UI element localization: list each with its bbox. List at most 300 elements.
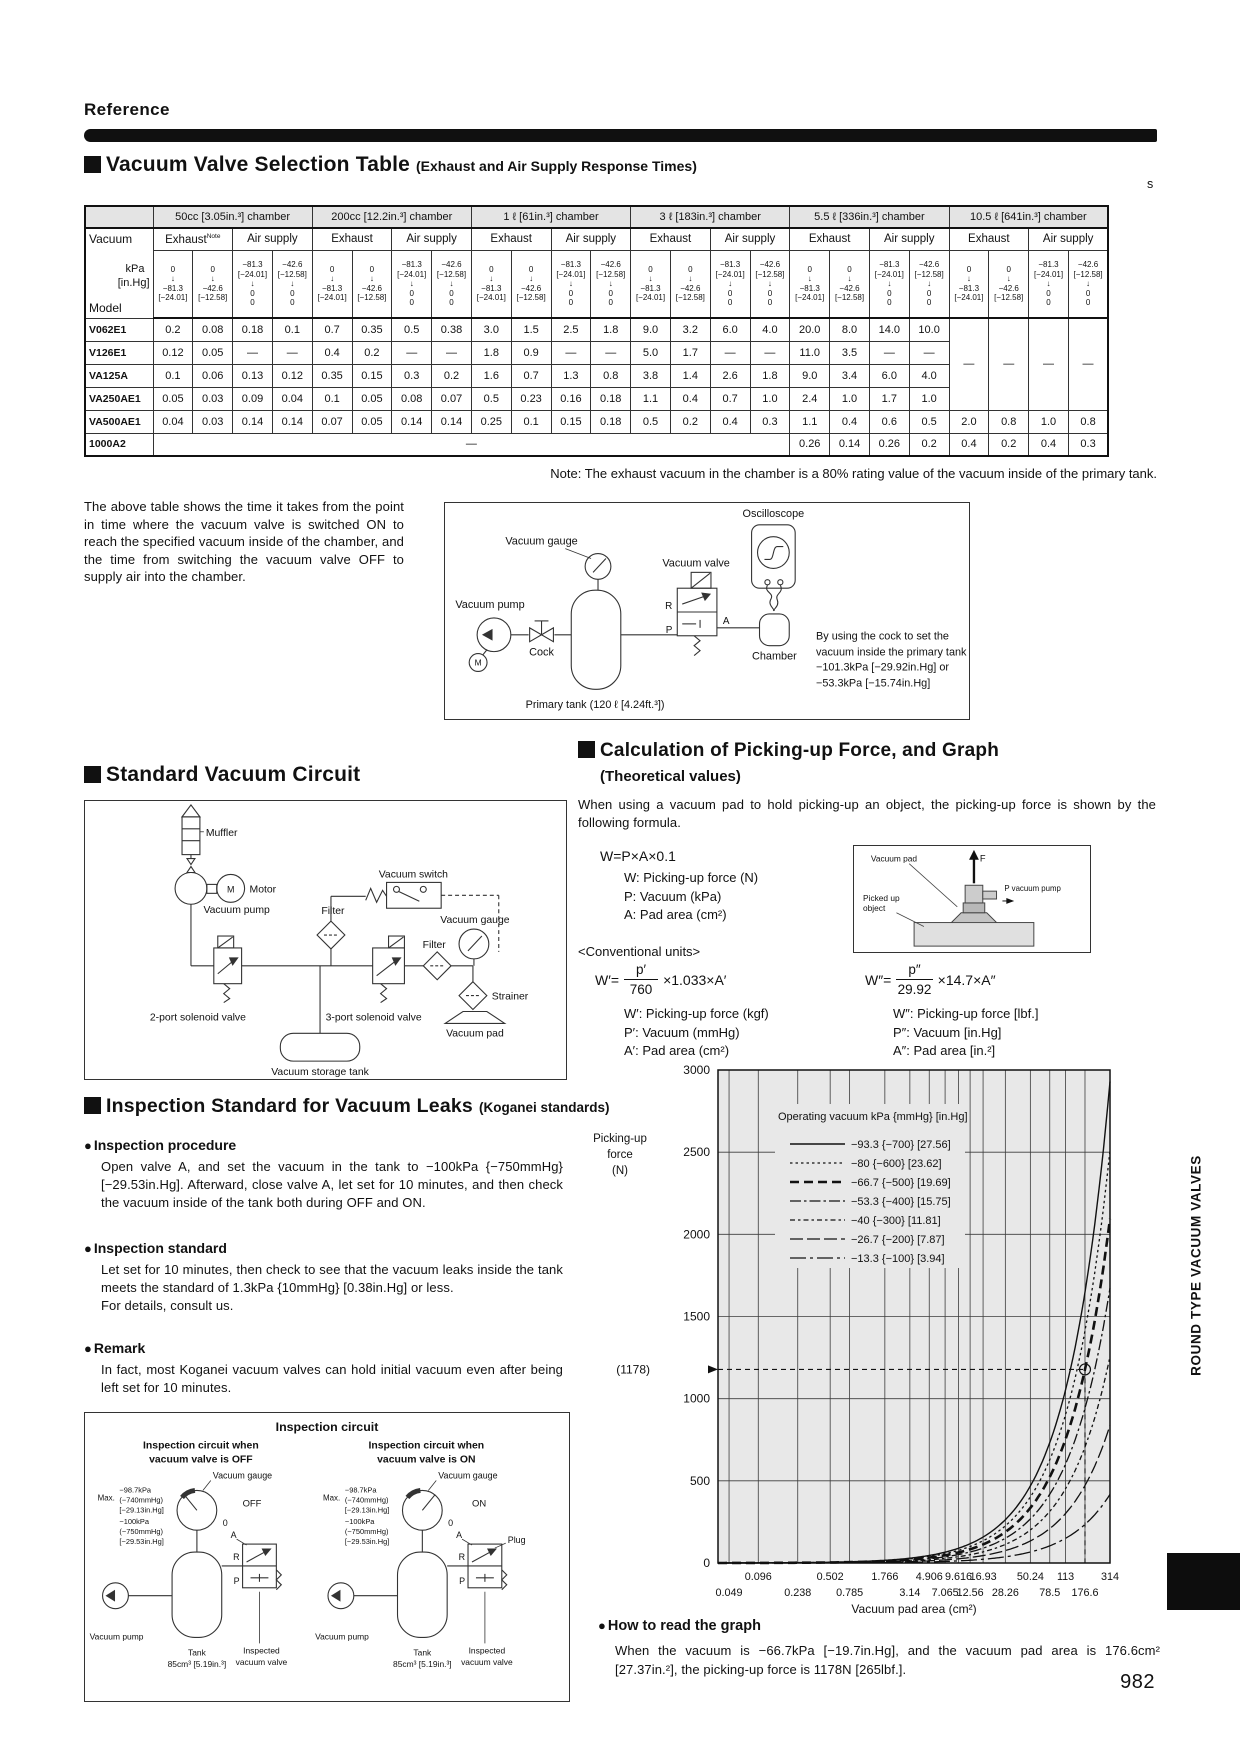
condition-line: [−12.58] [675, 293, 705, 303]
legend-entry-label: −80 {−600} [23.62] [851, 1158, 942, 1170]
condition-line: ↓ [648, 274, 653, 284]
value-cell: 0.9 [511, 341, 551, 364]
vacuum-pump-label: Vacuum pump [89, 1631, 144, 1642]
condition-line: −81.3 [879, 260, 900, 269]
definition-line: W′: Picking-up force (kgf) [624, 1006, 769, 1021]
motor-label: Motor [249, 884, 277, 896]
condition-line: ↓ [927, 279, 932, 288]
condition-line: [−24.01] [476, 293, 506, 303]
tank-label: Tank [187, 1647, 206, 1658]
definition-line: P: Vacuum (kPa) [624, 888, 722, 904]
force-f-label: F [979, 853, 986, 864]
x-tick-label: 314 [1100, 1571, 1120, 1583]
port-r-label: R [458, 1551, 466, 1562]
value-cell: 3.4 [830, 364, 870, 387]
two-port-valve-label: 2-port solenoid valve [149, 1012, 246, 1024]
merged-dash-cell: — [1029, 318, 1069, 410]
condition-line: −81.3 [162, 283, 184, 293]
value-cell: — [392, 341, 432, 364]
value-cell: 0.1 [312, 387, 352, 410]
value-cell: 0.23 [511, 387, 551, 410]
condition-cell [392, 250, 432, 318]
condition-line: 0 [926, 298, 932, 307]
standard-circuit-diagram [85, 801, 566, 1079]
bullet-title: Inspection procedure [93, 1137, 237, 1153]
condition-line: 0 [449, 298, 454, 307]
gauge-value: −100kPa [119, 1517, 150, 1527]
condition-line: 0 [966, 264, 972, 274]
condition-line: −42.6 [520, 283, 542, 293]
value-cell: 0.8 [591, 364, 631, 387]
condition-line: [−12.58] [914, 269, 944, 279]
condition-line: [−12.58] [436, 269, 467, 279]
value-cell: 0.5 [471, 387, 511, 410]
bullet-inspection-procedure [84, 1137, 236, 1153]
value-cell: 0.26 [869, 433, 909, 456]
gauge-value: [−29.13in.Hg] [119, 1505, 164, 1515]
condition-cell [591, 250, 631, 318]
value-cell: 1.1 [631, 387, 671, 410]
x-tick-label: 3.14 [899, 1587, 921, 1599]
value-cell: 0.08 [392, 387, 432, 410]
value-cell: — [591, 341, 631, 364]
condition-line: −42.6 [600, 260, 621, 269]
condition-line: [−24.01] [556, 269, 586, 279]
condition-line: 0 [1085, 298, 1091, 307]
condition-line: [−12.58] [198, 293, 228, 303]
inspection-circuit-diagram [85, 1413, 569, 1701]
definition-line: A′: Pad area (cm²) [624, 1043, 730, 1058]
condition-line: 0 [250, 298, 255, 307]
y-tick-label: 3000 [683, 1063, 710, 1077]
chamber-header: 10.5 ℓ [641in.³] chamber [949, 206, 1108, 228]
section-selection-table-heading [84, 153, 697, 177]
value-cell: — [272, 341, 312, 364]
x-tick-label: 28.26 [991, 1587, 1019, 1599]
condition-line: [−24.01] [158, 293, 188, 303]
condition-line: ↓ [449, 279, 454, 288]
value-cell: 1.8 [591, 318, 631, 341]
diagram-note-line: −53.3kPa [−15.74in.Hg] [815, 677, 931, 690]
condition-line: 0 [489, 264, 494, 274]
inspection-circuit-box [84, 1412, 570, 1702]
condition-line: ↓ [807, 274, 812, 284]
inhg-unit-label: [in.Hg] [117, 277, 150, 289]
value-cell: 0.07 [312, 410, 352, 433]
text-line: For details, consult us. [101, 1298, 234, 1313]
x-tick-label: 0.096 [744, 1571, 772, 1583]
condition-cell [432, 250, 472, 318]
inspection-circuit-on [315, 1441, 526, 1669]
legend-entry-label: −13.3 {−100} [3.94] [851, 1253, 945, 1265]
exhaust-header: Exhaust [790, 228, 870, 250]
sidebar-black-tab [1167, 1553, 1240, 1610]
off-title-line: vacuum valve is OFF [149, 1454, 253, 1466]
value-cell: 1.6 [471, 364, 511, 387]
condition-line: 0 [767, 298, 773, 307]
section-marker-icon [84, 1097, 101, 1114]
x-tick-label: 16.93 [969, 1571, 997, 1583]
exhaust-header: Exhaust [949, 228, 1029, 250]
condition-cell [989, 250, 1029, 318]
condition-line: ↓ [1086, 279, 1091, 288]
condition-line: [−24.01] [635, 293, 666, 303]
condition-line: 0 [409, 288, 414, 298]
value-cell: 4.0 [750, 318, 790, 341]
y-tick-label: 2000 [683, 1227, 710, 1242]
inspected-valve-label: vacuum valve [461, 1657, 513, 1668]
calculation-subtitle: (Theoretical values) [600, 768, 741, 785]
condition-cell [272, 250, 312, 318]
measurement-diagram-box [444, 502, 970, 720]
exhaust-header: Exhaust$^{Note}$ [153, 228, 233, 250]
value-cell: 0.4 [1029, 433, 1069, 456]
value-cell: 0.2 [989, 433, 1029, 456]
definition-line: P″: Vacuum [in.Hg] [893, 1024, 1002, 1040]
value-cell: 0.18 [591, 387, 631, 410]
bullet-inspection-standard [84, 1240, 227, 1256]
table-corner-cell [85, 206, 153, 228]
value-cell: 1.3 [551, 364, 591, 387]
condition-line: [−24.01] [317, 293, 347, 303]
value-cell: 0.04 [272, 387, 312, 410]
value-cell: 0.14 [233, 410, 273, 433]
x-tick-label: 0.049 [715, 1587, 743, 1599]
value-cell: 0.05 [193, 341, 233, 364]
inspected-valve-label: vacuum valve [235, 1657, 288, 1668]
value-cell: 0.8 [1068, 410, 1108, 433]
condition-line: 0 [887, 298, 892, 307]
fraction [624, 962, 658, 997]
condition-line: ↓ [1046, 279, 1051, 288]
condition-line: 0 [926, 288, 932, 298]
value-cell: 0.6 [869, 410, 909, 433]
calculation-intro: When using a vacuum pad to hold picking-up an object, the picking-up force is shown by the following formula. [578, 797, 1156, 830]
gauge-value: −100kPa [344, 1517, 375, 1527]
chamber-header: 3 ℓ [183in.³] chamber [631, 206, 790, 228]
value-cell: 0.4 [670, 387, 710, 410]
value-cell: 3.0 [471, 318, 511, 341]
selection-table-wrap [84, 205, 1109, 457]
formula-rhs: ×1.033×A′ [663, 971, 727, 988]
condition-line: −42.6 [839, 283, 860, 293]
condition-line: [−24.01] [397, 269, 427, 279]
port-a-label: A [456, 1530, 463, 1541]
exhaust-header: Exhaust [471, 228, 551, 250]
value-cell: 0.2 [153, 318, 193, 341]
condition-line: ↓ [330, 274, 335, 284]
value-cell: — [869, 341, 909, 364]
condition-cell [631, 250, 671, 318]
condition-line: 0 [847, 264, 852, 274]
chamber-label: Chamber [752, 650, 797, 663]
value-cell: 0.35 [312, 364, 352, 387]
formula-kgf [595, 962, 726, 997]
storage-tank-label: Vacuum storage tank [271, 1067, 369, 1079]
diagram-note-line: −101.3kPa [−29.92in.Hg] or [815, 661, 950, 674]
legend-entry-label: −66.7 {−500} [19.69] [851, 1177, 951, 1189]
merged-dash-cell: — [153, 433, 790, 456]
model-cell: VA500AE1 [85, 410, 153, 433]
condition-line: −81.3 [481, 283, 502, 293]
page-header-reference: Reference [84, 100, 170, 119]
condition-line: [−12.58] [596, 269, 626, 279]
condition-line: −42.6 [361, 283, 383, 293]
section-title-suffix: (Exhaust and Air Supply Response Times) [416, 158, 697, 174]
pad-illustration-box [853, 845, 1091, 953]
bullet-dot-icon: ● [84, 1241, 92, 1256]
formula-lbf [865, 962, 996, 997]
legend-title: Operating vacuum kPa {mmHg} [in.Hg] [778, 1111, 968, 1123]
value-cell: 0.12 [153, 341, 193, 364]
condition-line: −81.3 [321, 283, 343, 293]
definition-line: W: Picking-up force (N) [624, 870, 759, 885]
x-tick-label: 12.56 [956, 1587, 984, 1599]
port-p-label: P [233, 1575, 240, 1586]
definition-line: P′: Vacuum (mmHg) [624, 1024, 740, 1040]
condition-line: 0 [1046, 288, 1051, 298]
tank-label: Tank [413, 1647, 432, 1658]
vacuum-pad-label: Vacuum pad [870, 853, 918, 864]
y-tick-label: 1000 [683, 1391, 710, 1406]
value-cell: 0.14 [432, 410, 472, 433]
condition-cell [1029, 250, 1069, 318]
three-port-valve-label: 3-port solenoid valve [325, 1012, 422, 1024]
inspected-valve-label: Inspected [243, 1645, 280, 1656]
model-cell: VA250AE1 [85, 387, 153, 410]
numerator: p′ [624, 962, 658, 980]
condition-cell [670, 250, 710, 318]
gauge-value: (−740mmHg) [119, 1495, 164, 1505]
inspection-standard-text [101, 1261, 563, 1315]
condition-line: 0 [648, 264, 653, 274]
value-cell: 0.1 [511, 410, 551, 433]
value-cell: 2.6 [710, 364, 750, 387]
condition-line: ↓ [966, 274, 971, 284]
condition-line: [−24.01] [874, 269, 904, 279]
value-cell: 0.4 [830, 410, 870, 433]
gauge-value: (−750mmHg) [119, 1527, 164, 1537]
condition-line: −81.3 [242, 260, 263, 269]
pad-illustration [854, 846, 1090, 952]
value-cell: 1.0 [750, 387, 790, 410]
value-cell: 0.2 [352, 341, 392, 364]
condition-cell [511, 250, 551, 318]
pad-illustration-shapes [896, 850, 1033, 946]
inspection-circuit-off [90, 1441, 288, 1669]
condition-line: ↓ [688, 274, 693, 284]
condition-cell [949, 250, 989, 318]
value-cell: — [432, 341, 472, 364]
table-note: Note: The exhaust vacuum in the chamber is a 80% rating value of the vacuum inside of the primary tank. [550, 466, 1157, 481]
port-r-label: R [233, 1551, 240, 1562]
condition-line: [−12.58] [834, 293, 865, 303]
condition-line: 0 [1006, 264, 1011, 274]
condition-line: [−12.58] [994, 293, 1024, 303]
fraction [896, 962, 932, 997]
gauge-value: [−29.13in.Hg] [344, 1505, 390, 1515]
max-label: Max. [97, 1493, 115, 1503]
condition-line: −42.6 [1077, 260, 1099, 269]
vacuum-pump-label: Vacuum pump [203, 905, 270, 917]
condition-line: 0 [887, 288, 892, 298]
condition-line: −42.6 [998, 283, 1019, 293]
condition-line: 0 [807, 264, 812, 274]
section-marker-icon [84, 766, 101, 783]
cock-label: Cock [529, 646, 554, 659]
value-cell: 0.5 [631, 410, 671, 433]
condition-line: 0 [1085, 288, 1091, 298]
header-rule-bar [84, 129, 1157, 142]
value-cell: 0.03 [193, 387, 233, 410]
legend-entry-label: −93.3 {−700} [27.56] [851, 1139, 951, 1151]
definition-line: A″: Pad area [in.²] [893, 1043, 996, 1058]
section-calculation-heading [578, 740, 999, 762]
condition-line: [−24.01] [795, 293, 825, 303]
air-supply-header: Air supply [710, 228, 790, 250]
condition-line: −42.6 [282, 260, 303, 269]
bullet-dot-icon: ● [84, 1341, 92, 1356]
diagram-note-line: vacuum inside the primary tank to [815, 646, 969, 659]
annotation-value-label: (1178) [616, 1362, 650, 1377]
air-supply-header: Air supply [869, 228, 949, 250]
value-cell: 0.16 [551, 387, 591, 410]
bullet-remark [84, 1340, 145, 1356]
condition-line: [−12.58] [516, 293, 546, 303]
exhaust-header: Exhaust [631, 228, 711, 250]
off-state-label: OFF [242, 1497, 262, 1509]
port-a-label: A [722, 615, 730, 627]
condition-cell [551, 250, 591, 318]
picked-up-object-label: Picked up [863, 892, 900, 903]
x-axis-label: Vacuum pad area (cm²) [851, 1602, 977, 1616]
condition-line: 0 [329, 264, 335, 274]
table-unit-label: s [1147, 177, 1154, 191]
condition-line: 0 [369, 264, 375, 274]
value-cell: 0.03 [193, 410, 233, 433]
definition-line: A: Pad area (cm²) [624, 907, 727, 922]
value-cell: 1.4 [670, 364, 710, 387]
value-cell: 0.38 [432, 318, 472, 341]
exhaust-header: Exhaust [312, 228, 392, 250]
value-cell: 0.4 [312, 341, 352, 364]
strainer-label: Strainer [491, 991, 529, 1003]
condition-cell [869, 250, 909, 318]
gauge-value: [−29.53in.Hg] [344, 1537, 390, 1547]
value-cell: 0.26 [790, 433, 830, 456]
value-cell: 0.15 [352, 364, 392, 387]
x-tick-label: 50.24 [1016, 1571, 1044, 1583]
value-cell: — [551, 341, 591, 364]
filter-label: Filter [422, 939, 446, 951]
y-tick-label: 2500 [683, 1145, 710, 1160]
condition-cell [790, 250, 830, 318]
model-cell: VA125A [85, 364, 153, 387]
chamber-header: 1 ℓ [61in.³] chamber [471, 206, 630, 228]
gauge-value: [−29.53in.Hg] [119, 1537, 164, 1547]
numerator: p″ [896, 962, 932, 980]
port-p-label: P [459, 1575, 466, 1586]
value-cell: 0.14 [830, 433, 870, 456]
on-state-label: ON [471, 1497, 487, 1509]
value-cell: 0.15 [551, 410, 591, 433]
condition-line: 0 [568, 288, 574, 298]
condition-line: −42.6 [680, 283, 701, 293]
chamber-header: 5.5 ℓ [336in.³] chamber [790, 206, 949, 228]
vacuum-pump-label: Vacuum pump [315, 1631, 369, 1642]
on-title-line: vacuum valve is ON [377, 1454, 476, 1466]
condition-line: −81.3 [719, 260, 741, 269]
condition-line: −81.3 [640, 283, 661, 293]
picked-up-object-label: object [863, 902, 886, 913]
value-cell: 0.04 [153, 410, 193, 433]
model-cell: V062E1 [85, 318, 153, 341]
y-axis-label: force [607, 1149, 633, 1161]
value-cell: — [909, 341, 949, 364]
condition-line: 0 [727, 288, 733, 298]
plug-label: Plug [507, 1535, 526, 1546]
value-cell: 0.5 [392, 318, 432, 341]
condition-cell [909, 250, 949, 318]
chamber-header: 200cc [12.2in.³] chamber [312, 206, 471, 228]
condition-line: ↓ [170, 274, 175, 284]
max-label: Max. [323, 1493, 341, 1503]
value-cell: 8.0 [830, 318, 870, 341]
oscilloscope-label: Oscilloscope [742, 507, 805, 520]
denominator: 29.92 [897, 982, 932, 997]
legend-entry-label: −53.3 {−400} [15.75] [851, 1196, 951, 1208]
y-axis-label: Picking-up [593, 1133, 647, 1145]
condition-line: [−24.01] [954, 293, 984, 303]
merged-dash-cell: — [989, 318, 1029, 410]
inspection-procedure-text: Open valve A, and set the vacuum in the tank to −100kPa {−750mmHg} [−29.53in.Hg]. Afterward, close valve A, let set for 10 minutes, and then check the vacuum inside of the tank both during OFF and ON. [101, 1159, 563, 1210]
chamber-header: 50cc [3.05in.³] chamber [153, 206, 312, 228]
condition-cell [312, 250, 352, 318]
condition-cell [153, 250, 193, 318]
condition-line: −81.3 [401, 260, 422, 269]
condition-cell [193, 250, 233, 318]
condition-line: 0 [1046, 298, 1051, 307]
condition-line: ↓ [369, 274, 374, 284]
condition-line: [−12.58] [357, 293, 387, 303]
x-tick-label: 1.766 [871, 1571, 899, 1583]
condition-cell [1068, 250, 1108, 318]
condition-line: ↓ [409, 279, 414, 288]
diagram-note-line: By using the cock to set the [815, 630, 949, 643]
condition-line: [−12.58] [277, 269, 307, 279]
condition-line: [−12.58] [1073, 269, 1103, 279]
condition-line: ↓ [847, 274, 852, 284]
condition-line: −81.3 [1038, 260, 1059, 269]
model-label: Model [89, 300, 122, 315]
primary-tank-label: Primary tank (120 ℓ [4.24ft.³]) [525, 699, 665, 712]
condition-line: ↓ [608, 279, 613, 288]
air-supply-header: Air supply [551, 228, 631, 250]
page-number: 982 [1120, 1671, 1155, 1693]
bullet-dot-icon: ● [84, 1138, 92, 1153]
x-tick-label: 9.616 [944, 1571, 973, 1583]
definition-line: W″: Picking-up force [lbf.] [893, 1006, 1039, 1021]
formula-si: W=P×A×0.1 [600, 848, 676, 864]
value-cell: 1.0 [1029, 410, 1069, 433]
formula-rhs: ×14.7×A″ [937, 971, 996, 988]
formula-kgf-definitions [624, 1005, 769, 1061]
vacuum-switch-label: Vacuum switch [378, 869, 448, 881]
value-cell: 1.8 [471, 341, 511, 364]
value-cell: 0.12 [272, 364, 312, 387]
x-tick-label: 4.906 [915, 1571, 943, 1583]
kpa-unit-label: kPa [125, 263, 145, 275]
